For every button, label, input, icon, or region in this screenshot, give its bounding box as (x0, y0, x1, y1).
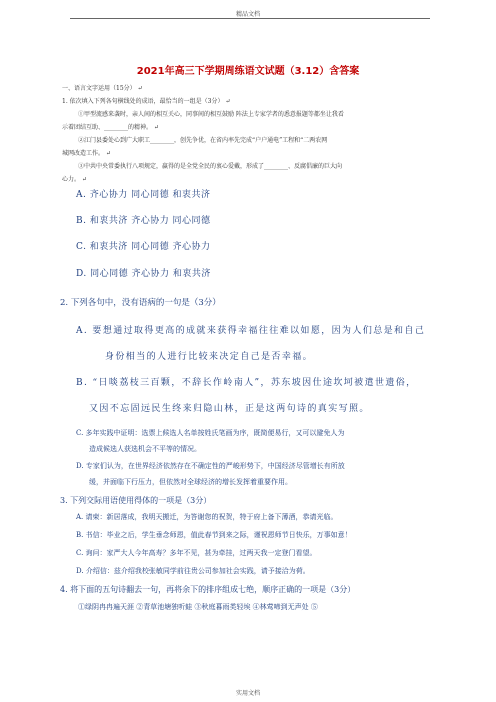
sentence-1-line-1: ①甲型流感来袭时，亲人间的相互关心，同事间的相互鼓励 阵法上专家学者的悉意报题等都坐让我看 (78, 111, 344, 118)
q2-option-b-line-1: B. “日啖荔枝三百颗，不辞长作岭南人”，苏东坡因仕途坎坷被遣世遗俗， (76, 378, 417, 388)
q3-option-a: A. 请柬：新居落成，我明天搬迁，为答谢您的祝贺，特于府上备下薄酒，恭请光临。 (76, 513, 338, 521)
q1-option-a: A. 齐心协力 同心同德 和衷共济 (76, 190, 211, 200)
question-2-stem: 2. 下列各句中，没有语病的一句是（3分） (60, 298, 221, 308)
sentence-3-line-2: 心力。 ↵ (62, 176, 87, 183)
page-footer: 实用文档 (235, 690, 260, 697)
page-header: 精品文档 (235, 11, 260, 18)
q2-option-c-line-2: 造成候选人获选机会不平等的情况。 (89, 445, 201, 453)
q2-option-c-line-1: C. 多年实践中证明：选票上候选人名单按姓氏笔画为序，既简便易行，又可以避免人为 (76, 429, 345, 437)
q1-option-c: C. 和衷共济 同心同德 齐心协力 (76, 242, 211, 252)
q2-option-a-line-2: 身份相当的人进行比较来决定自己是否幸福。 (105, 352, 314, 362)
header-divider (70, 18, 430, 19)
q3-option-c: C. 询问：家严大人今年高寿？多年不见，甚为牵挂，过两天我一定登门看望。 (76, 549, 317, 557)
question-3-stem: 3. 下列交际用语使用得体的一项是（3分） (60, 496, 212, 505)
q3-option-d: D. 介绍信：兹介绍我校张敏同学前往贵公司参加社会实践，请予接洽为荷。 (76, 567, 310, 575)
q4-poem-lines: ①绿阴冉冉遍天涯 ②青草池塘独听蛙 ③秋庭暮雨类轻埃 ④林莺啼到无声处 ⑤ (78, 603, 318, 611)
sentence-1-line-2: 示着团结互助、________的精神。 ↵ (62, 124, 159, 131)
document-title: 2021年高三下学期周练语文试题（3.12）含答案 (136, 66, 360, 77)
sentence-3-line-1: ③中共中央常委执行八项规定，赢得的是全党全民的衷心爱戴，形成了________、反腐倡廉的巨大向 (78, 163, 343, 170)
question-4-stem: 4. 将下面的五句诗翻去一句，再将余下的排序组成七绝，顺序正确的一项是（3分） (60, 585, 356, 594)
q3-option-b: B. 书信：毕业之后，学生垂念师恩，值此春节到来之际，谨祝恩师节日快乐，万事如意！ (76, 531, 352, 539)
sentence-2-line-1: ②江门县委处心到广大职工________，创先争优，在省内率先完成“户户通电”工程和“二两农网 (78, 137, 328, 144)
q2-option-b-line-2: 又因不忘固远民生终来归隐山林，正是这两句诗的真实写照。 (89, 404, 370, 414)
section-heading: 一、语言文字运用（15分） ↵ (62, 85, 143, 92)
q2-option-d-line-1: D. 专家们认为，在世界经济依然存在不确定性的严峻形势下，中国经济尽管增长有所放 (76, 462, 345, 470)
sentence-2-line-2: 城网改造工作。 ↵ (62, 150, 111, 157)
q1-option-b: B. 和衷共济 齐心协力 同心同德 (76, 216, 211, 226)
q1-option-d: D. 同心同德 齐心协力 和衷共济 (76, 269, 211, 279)
q2-option-d-line-2: 缓，并面临下行压力，但依然对全球经济的增长发挥着重要作用。 (89, 478, 292, 486)
q2-option-a-line-1: A. 要想通过取得更高的成就来获得幸福往往难以如愿，因为人们总是和自己 (76, 326, 426, 336)
question-1-stem: 1. 依次填入下列各句横线处的成语，最恰当的一组是（3分） ↵ (62, 98, 231, 105)
